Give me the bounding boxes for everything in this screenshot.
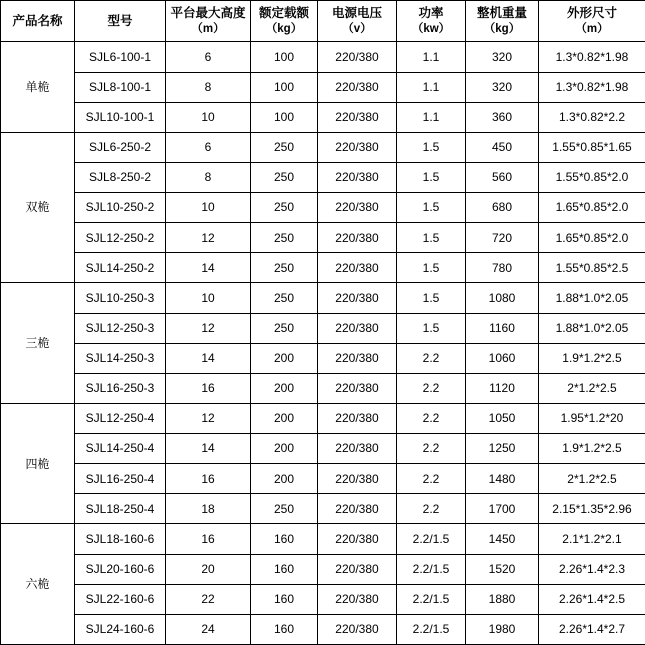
dimensions-cell: 1.55*0.85*2.5 [539, 253, 645, 283]
table-row [1, 283, 645, 313]
dimensions-cell: 1.9*1.2*2.5 [539, 434, 645, 464]
voltage-cell: 220/380 [318, 132, 397, 162]
weight-cell: 560 [466, 162, 539, 192]
voltage-cell: 220/380 [318, 162, 397, 192]
load-cell: 200 [251, 403, 318, 433]
dimensions-cell: 1.55*0.85*1.65 [539, 132, 645, 162]
model-cell: SJL8-250-2 [75, 162, 166, 192]
product-name-cell: 四桅 [1, 403, 75, 524]
load-cell: 250 [251, 253, 318, 283]
power-cell: 2.2/1.5 [397, 584, 466, 614]
height-cell: 8 [166, 72, 251, 102]
table-row [1, 162, 645, 192]
dimensions-cell: 1.3*0.82*2.2 [539, 102, 645, 132]
table-row [1, 494, 645, 524]
weight-cell: 450 [466, 132, 539, 162]
table-row [1, 373, 645, 403]
weight-cell: 1520 [466, 554, 539, 584]
model-cell: SJL14-250-3 [75, 343, 166, 373]
column-header-weight [466, 1, 539, 42]
load-cell: 100 [251, 42, 318, 72]
header-unit: （kw） [411, 22, 451, 35]
model-cell: SJL12-250-4 [75, 403, 166, 433]
height-cell: 6 [166, 132, 251, 162]
product-name-cell: 三桅 [1, 283, 75, 404]
load-cell: 160 [251, 524, 318, 554]
load-cell: 250 [251, 313, 318, 343]
power-cell: 1.1 [397, 102, 466, 132]
height-cell: 8 [166, 162, 251, 192]
table-row [1, 524, 645, 554]
table-row [1, 554, 645, 584]
load-cell: 250 [251, 494, 318, 524]
height-cell: 14 [166, 343, 251, 373]
header-label: 产品名称 [12, 13, 63, 28]
column-header-model [75, 1, 166, 42]
power-cell: 1.5 [397, 162, 466, 192]
dimensions-cell: 1.3*0.82*1.98 [539, 72, 645, 102]
model-cell: SJL12-250-2 [75, 223, 166, 253]
model-cell: SJL14-250-2 [75, 253, 166, 283]
model-cell: SJL12-250-3 [75, 313, 166, 343]
load-cell: 250 [251, 223, 318, 253]
power-cell: 1.5 [397, 193, 466, 223]
power-cell: 2.2 [397, 373, 466, 403]
power-cell: 1.1 [397, 42, 466, 72]
table-row [1, 132, 645, 162]
load-cell: 100 [251, 72, 318, 102]
weight-cell: 1450 [466, 524, 539, 554]
power-cell: 1.5 [397, 132, 466, 162]
model-cell: SJL10-250-3 [75, 283, 166, 313]
dimensions-cell: 2.26*1.4*2.5 [539, 584, 645, 614]
height-cell: 14 [166, 253, 251, 283]
height-cell: 16 [166, 373, 251, 403]
load-cell: 100 [251, 102, 318, 132]
model-cell: SJL18-160-6 [75, 524, 166, 554]
dimensions-cell: 1.95*1.2*20 [539, 403, 645, 433]
height-cell: 16 [166, 464, 251, 494]
model-cell: SJL20-160-6 [75, 554, 166, 584]
height-cell: 12 [166, 403, 251, 433]
height-cell: 12 [166, 313, 251, 343]
table-row [1, 403, 645, 433]
weight-cell: 1700 [466, 494, 539, 524]
load-cell: 250 [251, 132, 318, 162]
column-header-product-name [1, 1, 75, 42]
header-label: 型号 [107, 13, 133, 28]
header-unit: （m） [191, 22, 225, 35]
height-cell: 16 [166, 524, 251, 554]
weight-cell: 680 [466, 193, 539, 223]
dimensions-cell: 1.65*0.85*2.0 [539, 193, 645, 223]
table-row [1, 193, 645, 223]
header-unit: （v） [342, 22, 372, 35]
table-row [1, 343, 645, 373]
load-cell: 250 [251, 162, 318, 192]
table-body [1, 42, 645, 645]
voltage-cell: 220/380 [318, 313, 397, 343]
voltage-cell: 220/380 [318, 403, 397, 433]
header-label: 外形尺寸 [566, 6, 617, 20]
load-cell: 200 [251, 373, 318, 403]
voltage-cell: 220/380 [318, 72, 397, 102]
height-cell: 6 [166, 42, 251, 72]
model-cell: SJL10-100-1 [75, 102, 166, 132]
power-cell: 2.2/1.5 [397, 614, 466, 644]
column-header-rated-load [251, 1, 318, 42]
height-cell: 24 [166, 614, 251, 644]
header-label: 整机重量 [476, 6, 527, 20]
voltage-cell: 220/380 [318, 464, 397, 494]
table-row [1, 584, 645, 614]
table-row [1, 614, 645, 644]
dimensions-cell: 1.55*0.85*2.0 [539, 162, 645, 192]
table-row [1, 223, 645, 253]
weight-cell: 1050 [466, 403, 539, 433]
model-cell: SJL24-160-6 [75, 614, 166, 644]
height-cell: 18 [166, 494, 251, 524]
voltage-cell: 220/380 [318, 373, 397, 403]
voltage-cell: 220/380 [318, 42, 397, 72]
height-cell: 22 [166, 584, 251, 614]
load-cell: 250 [251, 193, 318, 223]
voltage-cell: 220/380 [318, 584, 397, 614]
table-row [1, 42, 645, 72]
dimensions-cell: 1.88*1.0*2.05 [539, 313, 645, 343]
column-header-power [397, 1, 466, 42]
weight-cell: 1250 [466, 434, 539, 464]
header-label: 额定载额 [258, 6, 309, 20]
weight-cell: 1480 [466, 464, 539, 494]
dimensions-cell: 2.1*1.2*2.1 [539, 524, 645, 554]
column-header-dimensions [539, 1, 645, 42]
load-cell: 160 [251, 614, 318, 644]
voltage-cell: 220/380 [318, 193, 397, 223]
table-row [1, 253, 645, 283]
load-cell: 200 [251, 464, 318, 494]
dimensions-cell: 1.3*0.82*1.98 [539, 42, 645, 72]
weight-cell: 1080 [466, 283, 539, 313]
power-cell: 2.2/1.5 [397, 554, 466, 584]
dimensions-cell: 1.65*0.85*2.0 [539, 223, 645, 253]
height-cell: 10 [166, 193, 251, 223]
column-header-max-height [166, 1, 251, 42]
power-cell: 1.5 [397, 313, 466, 343]
voltage-cell: 220/380 [318, 253, 397, 283]
load-cell: 160 [251, 554, 318, 584]
model-cell: SJL6-100-1 [75, 42, 166, 72]
power-cell: 2.2 [397, 403, 466, 433]
model-cell: SJL14-250-4 [75, 434, 166, 464]
power-cell: 1.5 [397, 253, 466, 283]
product-name-cell: 六桅 [1, 524, 75, 645]
product-name-cell: 双桅 [1, 132, 75, 283]
model-cell: SJL8-100-1 [75, 72, 166, 102]
weight-cell: 360 [466, 102, 539, 132]
header-unit: （kg） [265, 22, 303, 35]
power-cell: 1.1 [397, 72, 466, 102]
model-cell: SJL22-160-6 [75, 584, 166, 614]
height-cell: 20 [166, 554, 251, 584]
dimensions-cell: 2.26*1.4*2.3 [539, 554, 645, 584]
power-cell: 1.5 [397, 223, 466, 253]
weight-cell: 780 [466, 253, 539, 283]
height-cell: 10 [166, 102, 251, 132]
header-label: 电源电压 [331, 6, 382, 20]
dimensions-cell: 1.88*1.0*2.05 [539, 283, 645, 313]
table-row [1, 313, 645, 343]
weight-cell: 1980 [466, 614, 539, 644]
weight-cell: 320 [466, 42, 539, 72]
dimensions-cell: 1.9*1.2*2.5 [539, 343, 645, 373]
height-cell: 14 [166, 434, 251, 464]
weight-cell: 320 [466, 72, 539, 102]
height-cell: 12 [166, 223, 251, 253]
weight-cell: 1060 [466, 343, 539, 373]
voltage-cell: 220/380 [318, 223, 397, 253]
table-header [1, 1, 645, 42]
dimensions-cell: 2.15*1.35*2.96 [539, 494, 645, 524]
power-cell: 2.2 [397, 434, 466, 464]
weight-cell: 1120 [466, 373, 539, 403]
table-row [1, 72, 645, 102]
model-cell: SJL16-250-3 [75, 373, 166, 403]
header-unit: （kg） [483, 22, 521, 35]
power-cell: 2.2 [397, 464, 466, 494]
column-header-voltage [318, 1, 397, 42]
model-cell: SJL6-250-2 [75, 132, 166, 162]
dimensions-cell: 2*1.2*2.5 [539, 464, 645, 494]
model-cell: SJL10-250-2 [75, 193, 166, 223]
voltage-cell: 220/380 [318, 524, 397, 554]
height-cell: 10 [166, 283, 251, 313]
table-row [1, 464, 645, 494]
header-unit: （m） [575, 22, 609, 35]
header-label: 功率 [418, 6, 444, 20]
model-cell: SJL18-250-4 [75, 494, 166, 524]
dimensions-cell: 2.26*1.4*2.7 [539, 614, 645, 644]
dimensions-cell: 2*1.2*2.5 [539, 373, 645, 403]
power-cell: 2.2/1.5 [397, 524, 466, 554]
table-row [1, 434, 645, 464]
voltage-cell: 220/380 [318, 614, 397, 644]
power-cell: 1.5 [397, 283, 466, 313]
load-cell: 200 [251, 434, 318, 464]
voltage-cell: 220/380 [318, 554, 397, 584]
weight-cell: 1160 [466, 313, 539, 343]
voltage-cell: 220/380 [318, 434, 397, 464]
voltage-cell: 220/380 [318, 102, 397, 132]
voltage-cell: 220/380 [318, 343, 397, 373]
load-cell: 160 [251, 584, 318, 614]
header-label: 平台最大高度 [170, 6, 246, 20]
weight-cell: 1880 [466, 584, 539, 614]
power-cell: 2.2 [397, 494, 466, 524]
voltage-cell: 220/380 [318, 283, 397, 313]
voltage-cell: 220/380 [318, 494, 397, 524]
header-row [1, 1, 645, 42]
product-name-cell: 单桅 [1, 42, 75, 132]
load-cell: 250 [251, 283, 318, 313]
power-cell: 2.2 [397, 343, 466, 373]
load-cell: 200 [251, 343, 318, 373]
weight-cell: 720 [466, 223, 539, 253]
table-row [1, 102, 645, 132]
model-cell: SJL16-250-4 [75, 464, 166, 494]
